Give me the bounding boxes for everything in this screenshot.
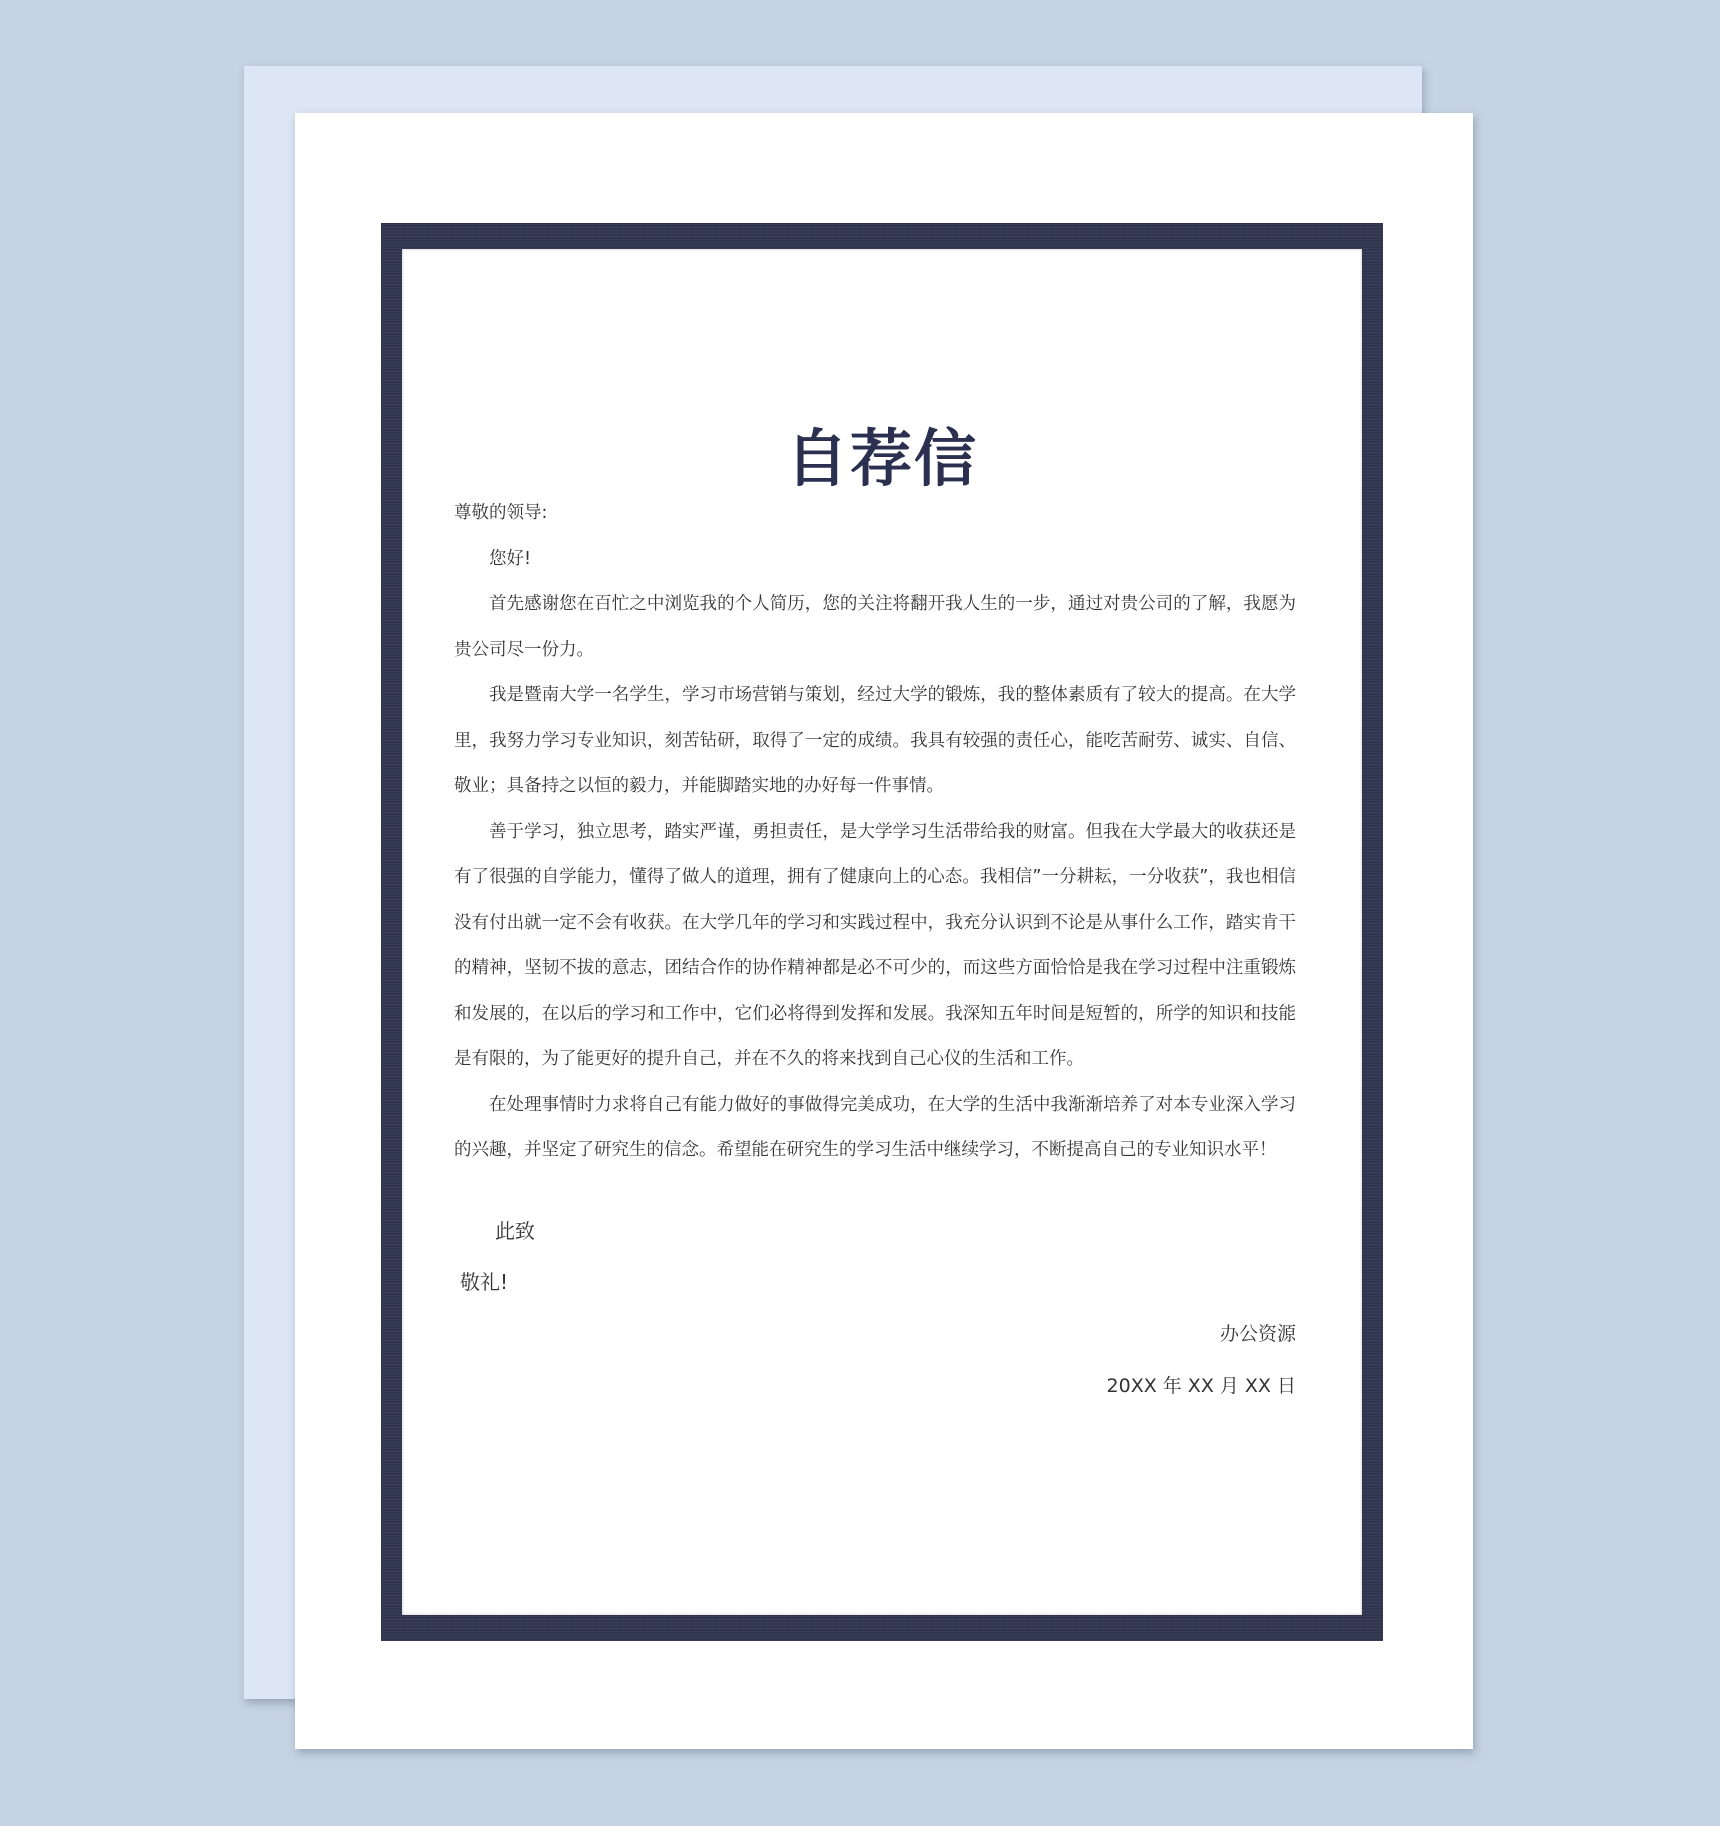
decorative-border-frame — [381, 223, 1383, 1641]
paragraph-4: 在处理事情时力求将自己有能力做好的事做得完美成功，在大学的生活中我渐渐培养了对本专业深入学习的兴趣，并坚定了研究生的信念。希望能在研究生的学习生活中继续学习，不断提高自己的专业知识水平！ — [454, 1094, 1296, 1160]
letter-date: 20XX 年 XX 月 XX 日 — [1106, 1375, 1296, 1397]
signature: 办公资源 — [1219, 1323, 1296, 1345]
salutation: 尊敬的领导: — [454, 503, 548, 523]
letter-title: 自荐信 — [785, 422, 978, 495]
closing-phrase: 此致 — [495, 1219, 535, 1243]
paragraph-3: 善于学习，独立思考，踏实严谨，勇担责任，是大学学习生活带给我的财富。但我在大学最大的收获还是有了很强的自学能力，懂得了做人的道理，拥有了健康向上的心态。我相信”一分耕耘，一分收获”，我也相信没有付出就一定不会有收获。在大学几年的学习和实践过程中，我充分认识到不论是从事什么工作，踏实肯干的精神，坚韧不拔的意志，团结合作的协作精神都是必不可少的，而这些方面恰恰是我在学习过程中注重锻炼和发展的，在以后的学习和工作中，它们必将得到发挥和发展。我深知五年时间是短暂的，所学的知识和技能是有限的，为了能更好的提升自己，并在不久的将来找到自己心仪的生活和工作。 — [454, 821, 1296, 1069]
letter-body — [454, 491, 1296, 1174]
paragraph-1: 首先感谢您在百忙之中浏览我的个人简历，您的关注将翻开我人生的一步，通过对贵公司的了解，我愿为贵公司尽一份力。 — [454, 594, 1296, 660]
letter-content-area — [402, 249, 1362, 1615]
front-paper-sheet — [295, 113, 1473, 1749]
paragraph-2: 我是暨南大学一名学生，学习市场营销与策划，经过大学的锻炼，我的整体素质有了较大的提高。在大学里，我努力学习专业知识，刻苦钻研，取得了一定的成绩。我具有较强的责任心，能吃苦耐劳、诚实、自信、敬业；具备持之以恒的毅力，并能脚踏实地的办好每一件事情。 — [454, 685, 1296, 796]
greeting: 您好! — [489, 548, 532, 569]
closing-salute: 敬礼! — [460, 1270, 509, 1294]
